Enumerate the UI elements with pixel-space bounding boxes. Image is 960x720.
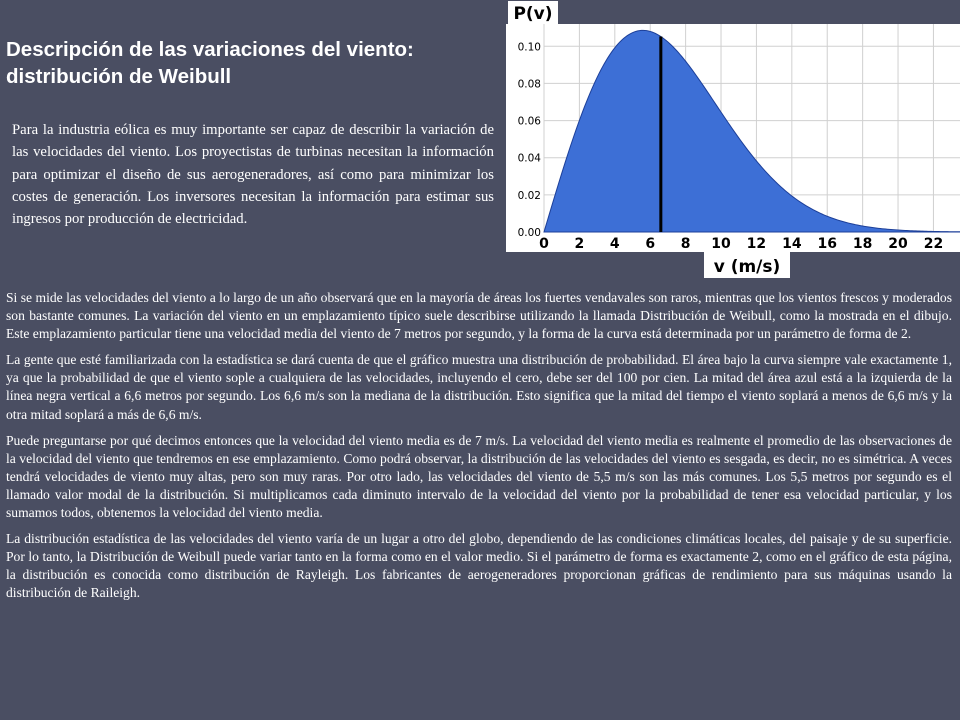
x-tick-label: 14 [782,236,802,252]
y-axis-label: P(v) [513,4,553,24]
x-tick-label: 22 [923,236,944,252]
paragraph-4: La distribución estadística de las velocidades del viento varía de un lugar a otro del globo, dependiendo de las condiciones climáticas locales, del paisaje y de su superficie. Por lo tanto, la Distribución de Weibull puede variar tanto en la forma como en el valor medio. Si el parámetro de forma es exactamente 2, como en el gráfico de esta página, la distribución es conocida como distribución de Rayleigh. Los fabricantes de aerogeneradores proporcionan gráficas de rendimiento para sus máquinas usando la distribución de Raileigh. [6,531,952,601]
y-tick-label: 0.10 [517,41,541,54]
x-tick-label: 0 [539,236,549,252]
y-tick-label: 0.00 [517,227,541,239]
y-tick-label: 0.08 [517,78,541,91]
x-tick-label: 8 [680,236,691,252]
weibull-chart [506,0,960,280]
paragraph-1: Si se mide las velocidades del viento a lo largo de un año observará que en la mayoría de áreas los fuertes vendavales son raros, mientras que los vientos frescos y moderados son bastante comunes. La variación del viento en un emplazamiento típico suele describirse utilizando la llamada Distribución de Weibull, como la mostrada en el dibujo. Este emplazamiento particular tiene una velocidad media del viento de 7 metros por segundo, y la forma de la curva está determinada por un parámetro de forma de 2. [6,290,952,342]
y-tick-label: 0.02 [517,189,541,202]
x-tick-label: 4 [609,236,620,252]
chart-svg [506,0,960,280]
x-tick-label: 10 [711,236,731,252]
title-line-1: Descripción de las variaciones del viento: [6,38,414,61]
body-text [6,289,952,611]
intro-paragraph: Para la industria eólica es muy importante ser capaz de describir la variación de las velocidades del viento. Los proyectistas de turbinas necesitan la información para optimizar el diseño de sus aerogeneradores, así como para minimizar los costes de generación. Los inversores necesitan la información para estimar sus ingresos por producción de electricidad. [12,122,494,228]
x-tick-label: 16 [817,236,837,252]
y-tick-label: 0.04 [517,152,541,165]
x-tick-label: 18 [852,236,873,252]
x-tick-label: 6 [645,236,656,252]
paragraph-2: La gente que esté familiarizada con la estadística se dará cuenta de que el gráfico muestra una distribución de probabilidad. El área bajo la curva siempre vale exactamente 1, ya que la probabilidad de que el viento sople a cualquiera de las velocidades, incluyendo el cero, debe ser del 100 por cien. La mitad del área azul está a la izquierda de la línea negra vertical a 6,6 metros por segundo. Los 6,6 m/s son la mediana de la distribución. Esto significa que la mitad del tiempo el viento soplará a menos de 6,6 m/s y la otra mitad soplará a más de 6,6 m/s. [6,352,952,422]
page-title [6,36,506,90]
x-axis-label: v (m/s) [713,257,781,277]
paragraph-3: Puede preguntarse por qué decimos entonces que la velocidad del viento media es de 7 m/s. La velocidad del viento media es realmente el promedio de las observaciones de la velocidad del viento que tendremos en ese emplazamiento. Como podrá observar, la distribución de las velocidades del viento es sesgada, es decir, no es simétrica. A veces tendrá velocidades de viento muy altas, pero son muy raras. Por otro lado, las velocidades del viento de 5,5 m/s son las más comunes. Los 5,5 metros por segundo es el llamado valor modal de la distribución. Si multiplicamos cada diminuto intervalo de la velocidad del viento por la probabilidad de tener esa velocidad particular, y los sumamos todos, obtenemos la velocidad del viento media. [6,432,952,521]
x-tick-label: 20 [888,236,908,252]
x-tick-label: 2 [574,236,585,252]
x-tick-label: 12 [746,236,767,252]
title-line-2: distribución de Weibull [6,65,232,88]
y-tick-label: 0.06 [517,115,541,128]
